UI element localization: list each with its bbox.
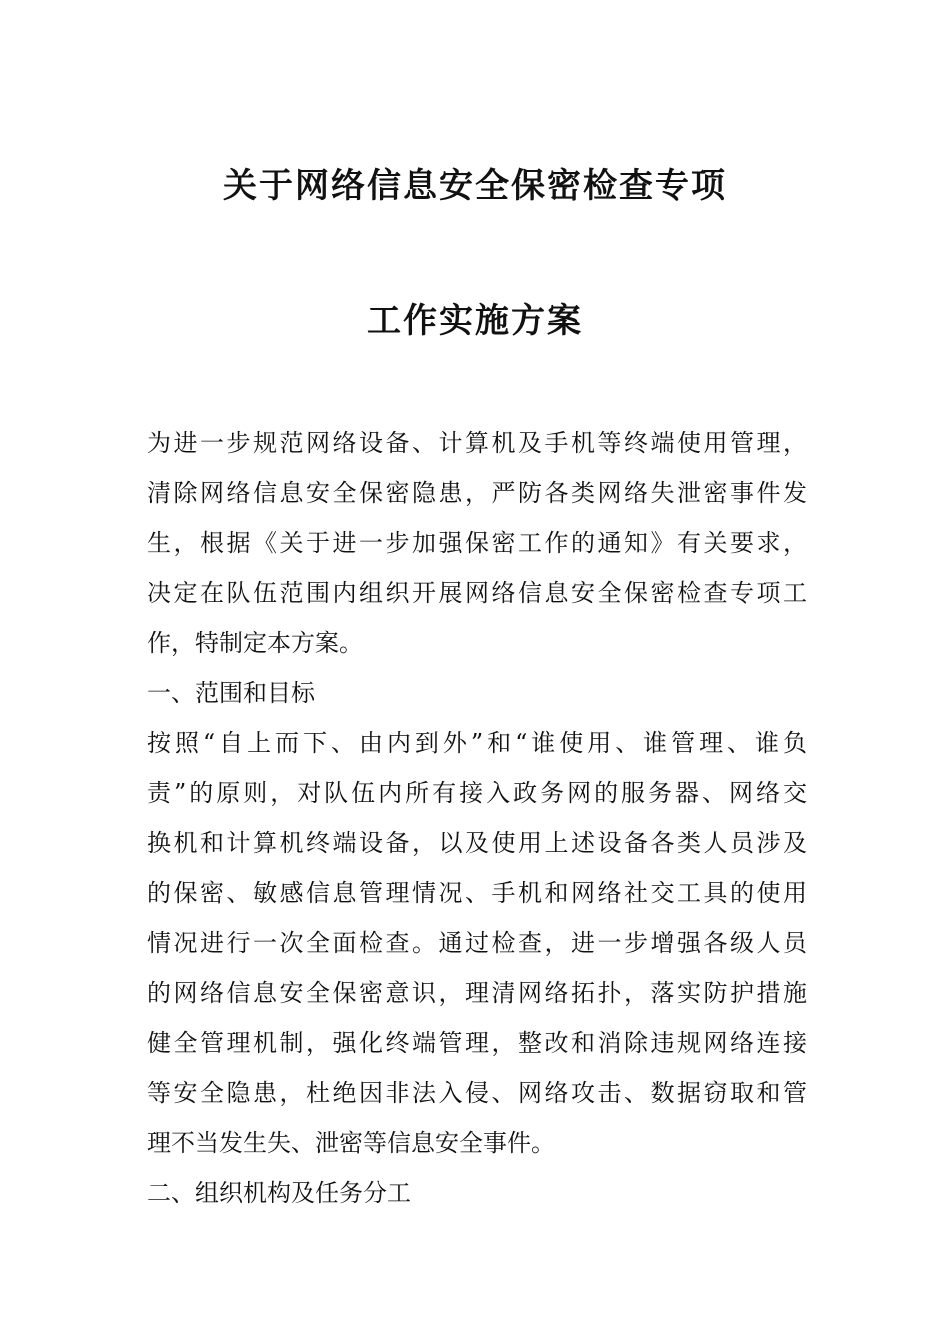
intro-line: 清除网络信息安全保密隐患，严防各类网络失泄密事件发 xyxy=(147,479,807,507)
intro-line: 生，根据《关于进一步加强保密工作的通知》有关要求， xyxy=(147,529,807,557)
section-1-line: 换机和计算机终端设备，以及使用上述设备各类人员涉及 xyxy=(147,829,807,857)
document-title-line-2: 工作实施方案 xyxy=(367,301,583,341)
section-2-heading: 二、组织机构及任务分工 xyxy=(147,1179,411,1207)
section-1-line: 等安全隐患，杜绝因非法入侵、网络攻击、数据窃取和管 xyxy=(147,1079,807,1107)
section-1-line: 的保密、敏感信息管理情况、手机和网络社交工具的使用 xyxy=(147,879,807,907)
section-1-line: 责”的原则，对队伍内所有接入政务网的服务器、网络交 xyxy=(147,779,807,807)
intro-line: 作，特制定本方案。 xyxy=(147,629,363,657)
section-1-line: 情况进行一次全面检查。通过检查，进一步增强各级人员 xyxy=(147,929,807,957)
section-1-line: 按照“自上而下、由内到外”和“谁使用、谁管理、谁负 xyxy=(147,729,807,757)
intro-line: 为进一步规范网络设备、计算机及手机等终端使用管理， xyxy=(147,429,807,457)
section-1-line: 健全管理机制，强化终端管理，整改和消除违规网络连接 xyxy=(147,1029,807,1057)
section-1-line: 理不当发生失、泄密等信息安全事件。 xyxy=(147,1129,555,1157)
section-1-heading: 一、范围和目标 xyxy=(147,679,315,707)
document-title-line-1: 关于网络信息安全保密检查专项 xyxy=(223,166,727,206)
intro-line: 决定在队伍范围内组织开展网络信息安全保密检查专项工 xyxy=(147,579,807,607)
section-1-line: 的网络信息安全保密意识，理清网络拓扑，落实防护措施 xyxy=(147,979,807,1007)
